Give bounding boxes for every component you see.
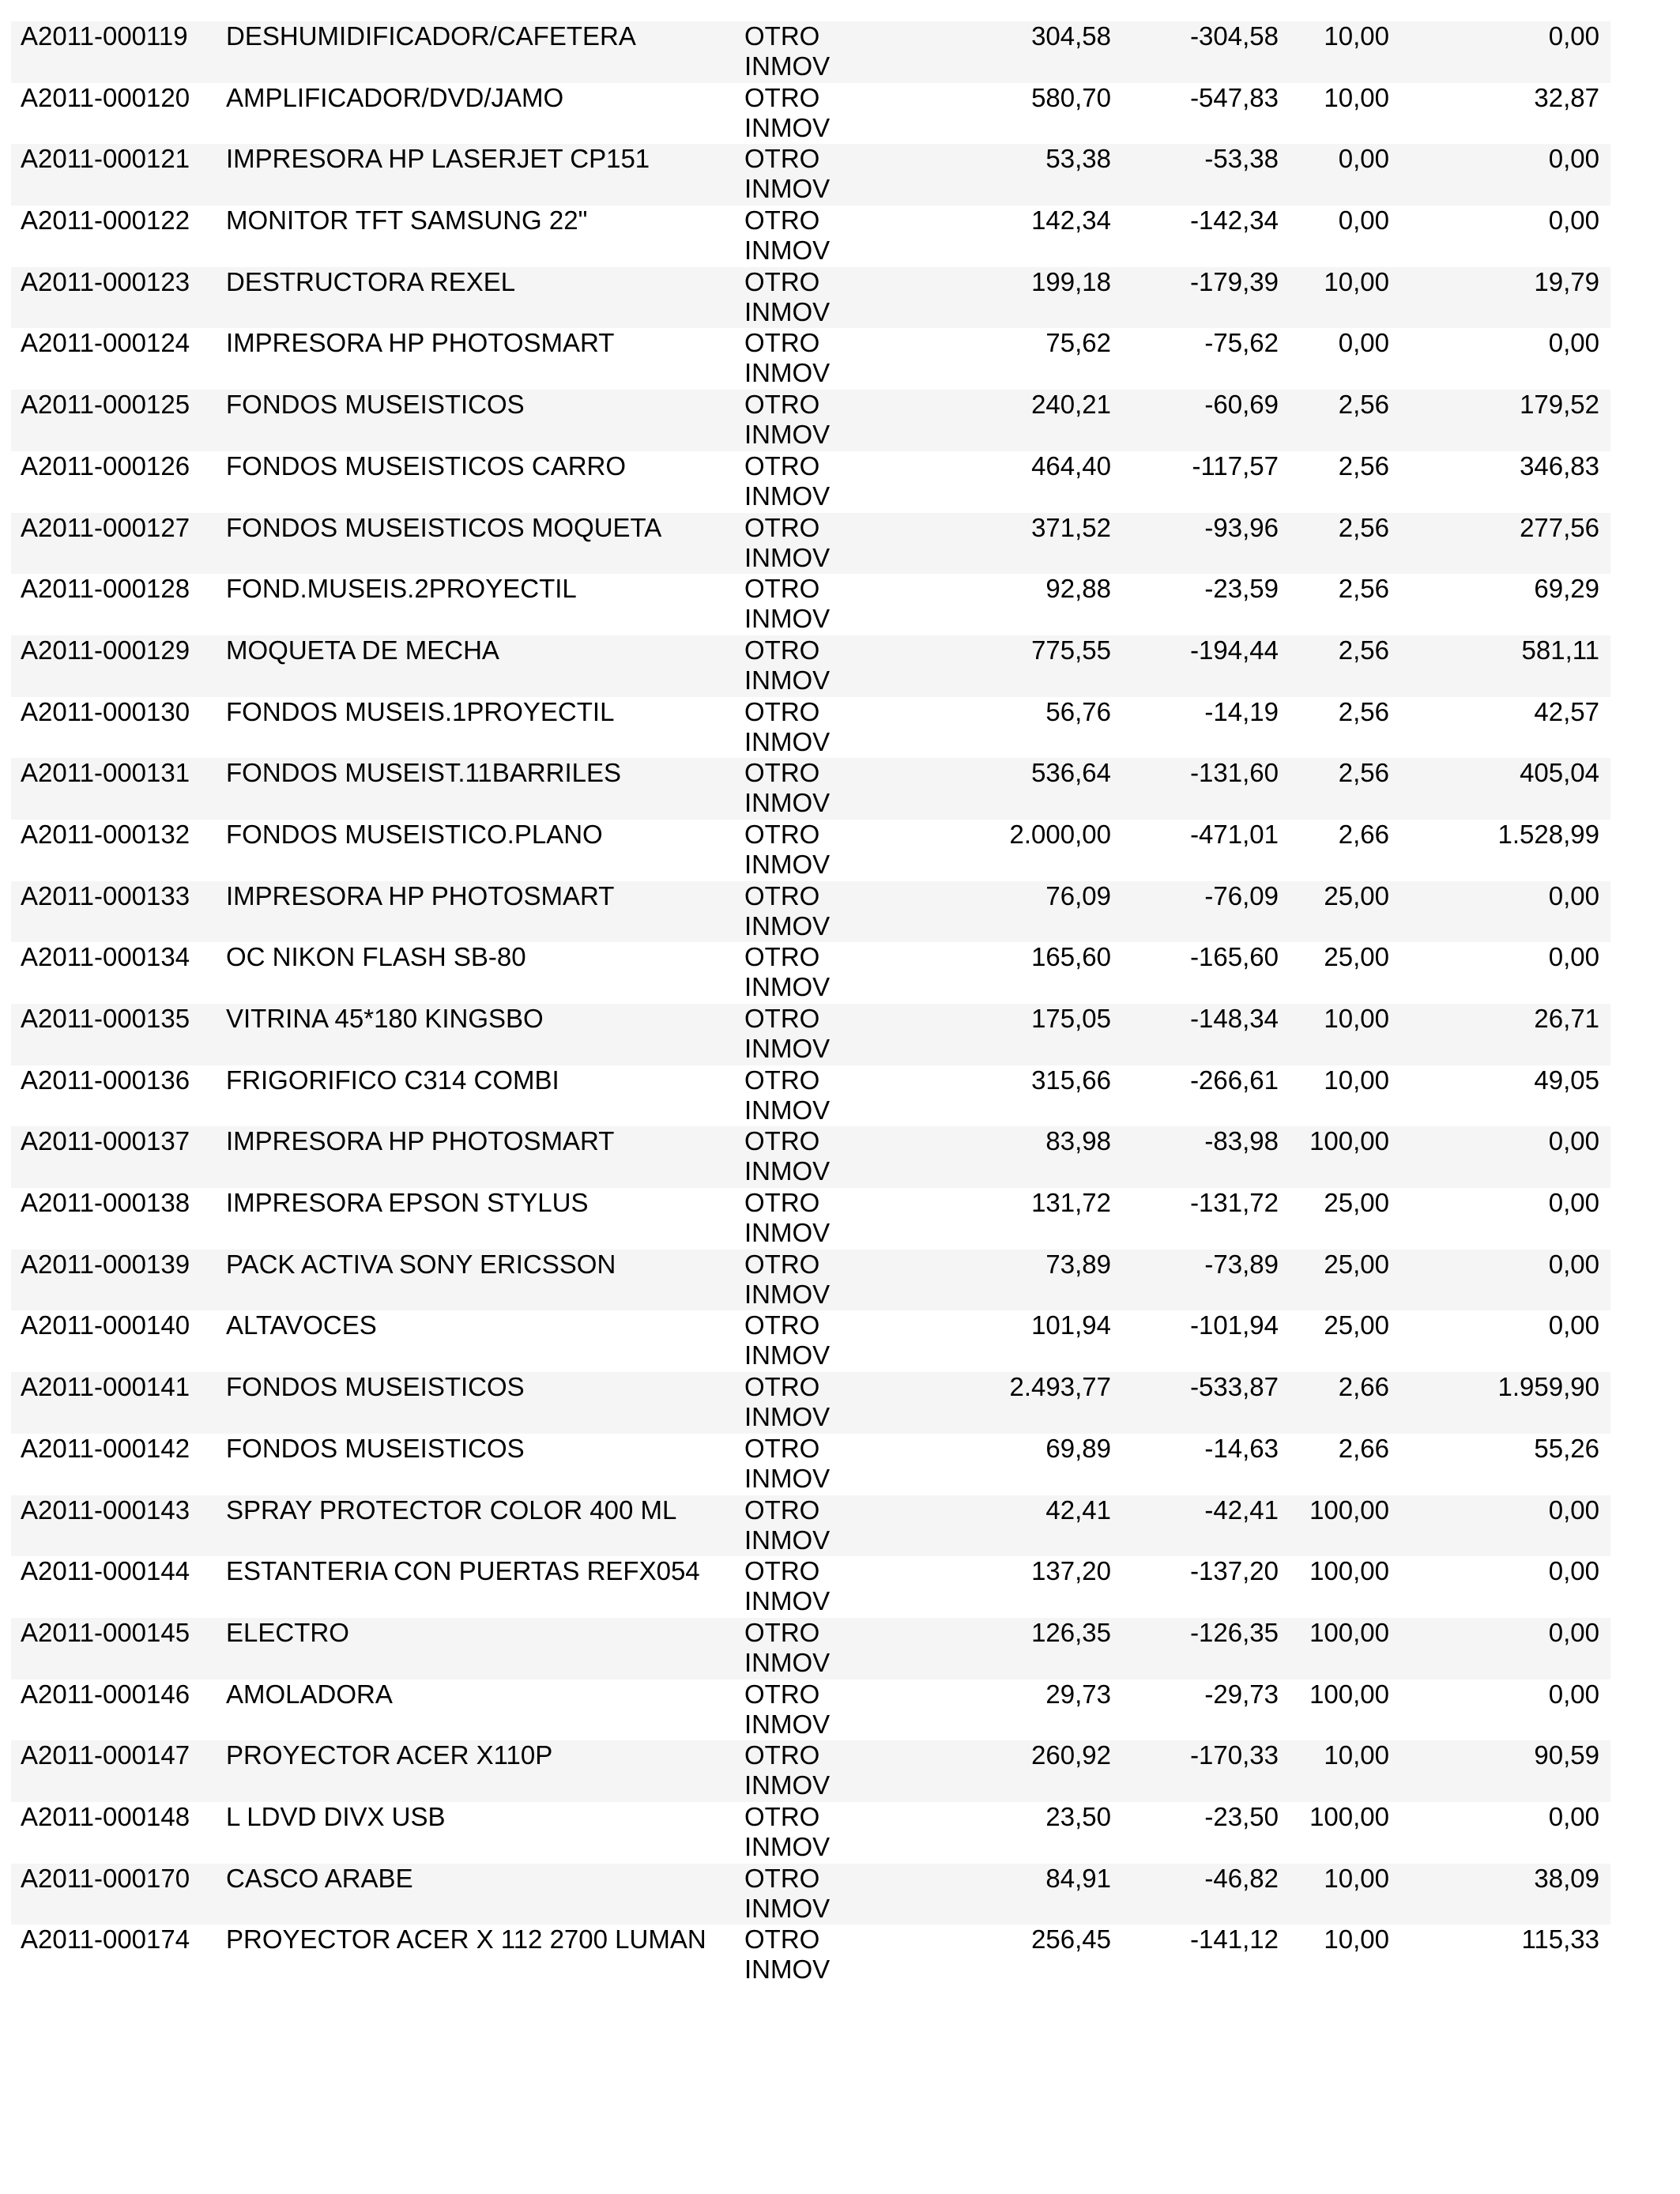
accumulated-amortization-cell: -93,96 <box>1122 513 1290 575</box>
acquisition-value-cell: 56,76 <box>909 697 1122 759</box>
asset-type-label: OTRO INMOV <box>744 1188 831 1248</box>
amortization-rate-cell: 100,00 <box>1290 1679 1400 1741</box>
acquisition-value-cell: 536,64 <box>909 758 1122 820</box>
asset-code-cell: A2011-000147 <box>11 1740 217 1802</box>
asset-type-label: OTRO INMOV <box>744 880 831 941</box>
asset-type-cell <box>735 144 909 205</box>
amortization-rate-cell: 10,00 <box>1290 1740 1400 1802</box>
asset-code-cell: A2011-000133 <box>11 881 217 943</box>
accumulated-amortization-cell: -83,98 <box>1122 1126 1290 1188</box>
acquisition-value-cell: 165,60 <box>909 942 1122 1004</box>
asset-code-cell: A2011-000124 <box>11 328 217 390</box>
accumulated-amortization-cell: -141,12 <box>1122 1924 1290 1986</box>
accumulated-amortization-cell: -533,87 <box>1122 1372 1290 1434</box>
asset-type-cell <box>735 574 909 635</box>
amortization-rate-cell: 2,56 <box>1290 390 1400 451</box>
amortization-rate-cell: 100,00 <box>1290 1126 1400 1188</box>
asset-type-label: OTRO INMOV <box>744 1065 831 1125</box>
asset-code-cell: A2011-000174 <box>11 1924 217 1986</box>
asset-description-cell: MOQUETA DE MECHA <box>217 635 735 697</box>
asset-description-cell: FRIGORIFICO C314 COMBI <box>217 1065 735 1127</box>
asset-type-label: OTRO INMOV <box>744 328 831 388</box>
asset-type-cell <box>735 758 909 820</box>
net-value-cell: 0,00 <box>1400 1126 1610 1188</box>
net-value-cell: 1.959,90 <box>1400 1372 1610 1434</box>
asset-type-cell <box>735 1188 909 1250</box>
asset-inventory-table <box>11 21 1610 1986</box>
acquisition-value-cell: 2.000,00 <box>909 820 1122 881</box>
asset-description-cell: CASCO ARABE <box>217 1864 735 1925</box>
net-value-cell: 0,00 <box>1400 1618 1610 1679</box>
accumulated-amortization-cell: -170,33 <box>1122 1740 1290 1802</box>
net-value-cell: 0,00 <box>1400 21 1610 83</box>
table-row <box>11 1740 1610 1802</box>
asset-code-cell: A2011-000137 <box>11 1126 217 1188</box>
asset-description-cell: DESHUMIDIFICADOR/CAFETERA <box>217 21 735 83</box>
asset-type-cell <box>735 820 909 881</box>
amortization-rate-cell: 2,56 <box>1290 574 1400 635</box>
net-value-cell: 32,87 <box>1400 83 1610 145</box>
net-value-cell: 0,00 <box>1400 1802 1610 1864</box>
table-row <box>11 1495 1610 1557</box>
net-value-cell: 0,00 <box>1400 144 1610 205</box>
table-row <box>11 267 1610 329</box>
net-value-cell: 42,57 <box>1400 697 1610 759</box>
table-row <box>11 635 1610 697</box>
net-value-cell: 55,26 <box>1400 1434 1610 1495</box>
accumulated-amortization-cell: -126,35 <box>1122 1618 1290 1679</box>
amortization-rate-cell: 25,00 <box>1290 1310 1400 1372</box>
amortization-rate-cell: 100,00 <box>1290 1618 1400 1679</box>
accumulated-amortization-cell: -142,34 <box>1122 205 1290 267</box>
table-row <box>11 1618 1610 1679</box>
acquisition-value-cell: 2.493,77 <box>909 1372 1122 1434</box>
asset-description-cell: IMPRESORA HP PHOTOSMART <box>217 881 735 943</box>
asset-code-cell: A2011-000129 <box>11 635 217 697</box>
asset-type-cell <box>735 1065 909 1127</box>
amortization-rate-cell: 0,00 <box>1290 328 1400 390</box>
asset-code-cell: A2011-000132 <box>11 820 217 881</box>
acquisition-value-cell: 137,20 <box>909 1556 1122 1618</box>
acquisition-value-cell: 304,58 <box>909 21 1122 83</box>
asset-type-cell <box>735 942 909 1004</box>
asset-type-label: OTRO INMOV <box>744 1310 831 1370</box>
asset-type-cell <box>735 205 909 267</box>
table-row <box>11 942 1610 1004</box>
asset-code-cell: A2011-000142 <box>11 1434 217 1495</box>
acquisition-value-cell: 580,70 <box>909 83 1122 145</box>
net-value-cell: 405,04 <box>1400 758 1610 820</box>
acquisition-value-cell: 260,92 <box>909 1740 1122 1802</box>
accumulated-amortization-cell: -148,34 <box>1122 1004 1290 1065</box>
asset-description-cell: SPRAY PROTECTOR COLOR 400 ML <box>217 1495 735 1557</box>
amortization-rate-cell: 2,56 <box>1290 697 1400 759</box>
asset-description-cell: ALTAVOCES <box>217 1310 735 1372</box>
asset-code-cell: A2011-000139 <box>11 1250 217 1311</box>
asset-type-cell <box>735 21 909 83</box>
table-row <box>11 205 1610 267</box>
acquisition-value-cell: 83,98 <box>909 1126 1122 1188</box>
amortization-rate-cell: 10,00 <box>1290 1864 1400 1925</box>
asset-type-label: OTRO INMOV <box>744 574 831 634</box>
asset-code-cell: A2011-000135 <box>11 1004 217 1065</box>
acquisition-value-cell: 42,41 <box>909 1495 1122 1557</box>
table-row <box>11 1924 1610 1986</box>
asset-code-cell: A2011-000119 <box>11 21 217 83</box>
asset-code-cell: A2011-000140 <box>11 1310 217 1372</box>
asset-type-cell <box>735 881 909 943</box>
amortization-rate-cell: 2,56 <box>1290 513 1400 575</box>
asset-code-cell: A2011-000145 <box>11 1618 217 1679</box>
net-value-cell: 0,00 <box>1400 1310 1610 1372</box>
table-row <box>11 1310 1610 1372</box>
acquisition-value-cell: 75,62 <box>909 328 1122 390</box>
asset-type-label: OTRO INMOV <box>744 942 831 1002</box>
accumulated-amortization-cell: -29,73 <box>1122 1679 1290 1741</box>
acquisition-value-cell: 76,09 <box>909 881 1122 943</box>
asset-type-cell <box>735 1864 909 1925</box>
asset-type-cell <box>735 1126 909 1188</box>
asset-code-cell: A2011-000146 <box>11 1679 217 1741</box>
asset-code-cell: A2011-000138 <box>11 1188 217 1250</box>
accumulated-amortization-cell: -53,38 <box>1122 144 1290 205</box>
asset-type-cell <box>735 697 909 759</box>
asset-code-cell: A2011-000121 <box>11 144 217 205</box>
asset-description-cell: PROYECTOR ACER X110P <box>217 1740 735 1802</box>
asset-description-cell: FOND.MUSEIS.2PROYECTIL <box>217 574 735 635</box>
asset-type-label: OTRO INMOV <box>744 1924 831 1985</box>
accumulated-amortization-cell: -194,44 <box>1122 635 1290 697</box>
amortization-rate-cell: 10,00 <box>1290 21 1400 83</box>
asset-type-cell <box>735 1924 909 1986</box>
asset-code-cell: A2011-000128 <box>11 574 217 635</box>
asset-type-label: OTRO INMOV <box>744 1126 831 1186</box>
asset-description-cell: PACK ACTIVA SONY ERICSSON <box>217 1250 735 1311</box>
asset-type-cell <box>735 328 909 390</box>
asset-code-cell: A2011-000134 <box>11 942 217 1004</box>
asset-description-cell: FONDOS MUSEISTICOS MOQUETA <box>217 513 735 575</box>
asset-type-cell <box>735 267 909 329</box>
accumulated-amortization-cell: -471,01 <box>1122 820 1290 881</box>
asset-code-cell: A2011-000144 <box>11 1556 217 1618</box>
accumulated-amortization-cell: -42,41 <box>1122 1495 1290 1557</box>
table-row <box>11 513 1610 575</box>
amortization-rate-cell: 100,00 <box>1290 1802 1400 1864</box>
acquisition-value-cell: 199,18 <box>909 267 1122 329</box>
table-row <box>11 451 1610 513</box>
acquisition-value-cell: 126,35 <box>909 1618 1122 1679</box>
accumulated-amortization-cell: -46,82 <box>1122 1864 1290 1925</box>
amortization-rate-cell: 10,00 <box>1290 83 1400 145</box>
table-row <box>11 1434 1610 1495</box>
asset-description-cell: AMPLIFICADOR/DVD/JAMO <box>217 83 735 145</box>
asset-description-cell: FONDOS MUSEIST.11BARRILES <box>217 758 735 820</box>
table-row <box>11 1679 1610 1741</box>
asset-description-cell: PROYECTOR ACER X 112 2700 LUMAN <box>217 1924 735 1986</box>
asset-type-label: OTRO INMOV <box>744 635 831 695</box>
asset-description-cell: ESTANTERIA CON PUERTAS REFX054 <box>217 1556 735 1618</box>
asset-type-cell <box>735 1618 909 1679</box>
asset-description-cell: OC NIKON FLASH SB-80 <box>217 942 735 1004</box>
asset-code-cell: A2011-000148 <box>11 1802 217 1864</box>
accumulated-amortization-cell: -266,61 <box>1122 1065 1290 1127</box>
acquisition-value-cell: 101,94 <box>909 1310 1122 1372</box>
asset-description-cell: IMPRESORA HP LASERJET CP151 <box>217 144 735 205</box>
accumulated-amortization-cell: -75,62 <box>1122 328 1290 390</box>
acquisition-value-cell: 142,34 <box>909 205 1122 267</box>
asset-type-label: OTRO INMOV <box>744 205 831 266</box>
asset-description-cell: AMOLADORA <box>217 1679 735 1741</box>
net-value-cell: 0,00 <box>1400 881 1610 943</box>
asset-code-cell: A2011-000130 <box>11 697 217 759</box>
asset-type-label: OTRO INMOV <box>744 1801 831 1861</box>
acquisition-value-cell: 69,89 <box>909 1434 1122 1495</box>
net-value-cell: 179,52 <box>1400 390 1610 451</box>
amortization-rate-cell: 2,56 <box>1290 451 1400 513</box>
amortization-rate-cell: 2,66 <box>1290 820 1400 881</box>
asset-type-cell <box>735 1556 909 1618</box>
net-value-cell: 346,83 <box>1400 451 1610 513</box>
net-value-cell: 115,33 <box>1400 1924 1610 1986</box>
table-row <box>11 881 1610 943</box>
amortization-rate-cell: 10,00 <box>1290 1924 1400 1986</box>
amortization-rate-cell: 0,00 <box>1290 144 1400 205</box>
asset-type-label: OTRO INMOV <box>744 1556 831 1616</box>
amortization-rate-cell: 10,00 <box>1290 267 1400 329</box>
net-value-cell: 1.528,99 <box>1400 820 1610 881</box>
acquisition-value-cell: 315,66 <box>909 1065 1122 1127</box>
acquisition-value-cell: 84,91 <box>909 1864 1122 1925</box>
accumulated-amortization-cell: -131,72 <box>1122 1188 1290 1250</box>
accumulated-amortization-cell: -76,09 <box>1122 881 1290 943</box>
net-value-cell: 90,59 <box>1400 1740 1610 1802</box>
asset-type-label: OTRO INMOV <box>744 1433 831 1493</box>
net-value-cell: 0,00 <box>1400 1188 1610 1250</box>
acquisition-value-cell: 29,73 <box>909 1679 1122 1741</box>
asset-description-cell: FONDOS MUSEISTICOS <box>217 1372 735 1434</box>
table-row <box>11 144 1610 205</box>
accumulated-amortization-cell: -14,63 <box>1122 1434 1290 1495</box>
acquisition-value-cell: 53,38 <box>909 144 1122 205</box>
asset-description-cell: FONDOS MUSEISTICOS CARRO <box>217 451 735 513</box>
net-value-cell: 49,05 <box>1400 1065 1610 1127</box>
acquisition-value-cell: 256,45 <box>909 1924 1122 1986</box>
table-row <box>11 1126 1610 1188</box>
asset-type-label: OTRO INMOV <box>744 1679 831 1739</box>
net-value-cell: 26,71 <box>1400 1004 1610 1065</box>
accumulated-amortization-cell: -14,19 <box>1122 697 1290 759</box>
asset-description-cell: DESTRUCTORA REXEL <box>217 267 735 329</box>
asset-type-cell <box>735 83 909 145</box>
asset-code-cell: A2011-000131 <box>11 758 217 820</box>
table-row <box>11 1372 1610 1434</box>
asset-type-label: OTRO INMOV <box>744 390 831 450</box>
table-row <box>11 1802 1610 1864</box>
asset-description-cell: L LDVD DIVX USB <box>217 1802 735 1864</box>
accumulated-amortization-cell: -73,89 <box>1122 1250 1290 1311</box>
asset-code-cell: A2011-000125 <box>11 390 217 451</box>
asset-code-cell: A2011-000127 <box>11 513 217 575</box>
asset-description-cell: MONITOR TFT SAMSUNG 22" <box>217 205 735 267</box>
asset-type-cell <box>735 1434 909 1495</box>
table-row <box>11 1188 1610 1250</box>
net-value-cell: 38,09 <box>1400 1864 1610 1925</box>
amortization-rate-cell: 25,00 <box>1290 942 1400 1004</box>
asset-type-label: OTRO INMOV <box>744 82 831 142</box>
table-row <box>11 697 1610 759</box>
asset-description-cell: FONDOS MUSEISTICOS <box>217 390 735 451</box>
amortization-rate-cell: 100,00 <box>1290 1556 1400 1618</box>
net-value-cell: 19,79 <box>1400 267 1610 329</box>
asset-type-cell <box>735 451 909 513</box>
asset-type-label: OTRO INMOV <box>744 266 831 326</box>
net-value-cell: 0,00 <box>1400 1250 1610 1311</box>
asset-type-label: OTRO INMOV <box>744 1372 831 1432</box>
asset-description-cell: IMPRESORA HP PHOTOSMART <box>217 1126 735 1188</box>
accumulated-amortization-cell: -117,57 <box>1122 451 1290 513</box>
amortization-rate-cell: 25,00 <box>1290 881 1400 943</box>
asset-type-label: OTRO INMOV <box>744 21 831 81</box>
acquisition-value-cell: 92,88 <box>909 574 1122 635</box>
asset-type-label: OTRO INMOV <box>744 144 831 204</box>
asset-code-cell: A2011-000126 <box>11 451 217 513</box>
asset-type-cell <box>735 1004 909 1065</box>
asset-description-cell: FONDOS MUSEISTICOS <box>217 1434 735 1495</box>
accumulated-amortization-cell: -165,60 <box>1122 942 1290 1004</box>
asset-code-cell: A2011-000170 <box>11 1864 217 1925</box>
acquisition-value-cell: 23,50 <box>909 1802 1122 1864</box>
net-value-cell: 277,56 <box>1400 513 1610 575</box>
table-row <box>11 1250 1610 1311</box>
table-row <box>11 1556 1610 1618</box>
asset-code-cell: A2011-000143 <box>11 1495 217 1557</box>
amortization-rate-cell: 2,66 <box>1290 1372 1400 1434</box>
asset-type-cell <box>735 1740 909 1802</box>
table-row <box>11 21 1610 83</box>
table-row <box>11 574 1610 635</box>
acquisition-value-cell: 175,05 <box>909 1004 1122 1065</box>
table-row <box>11 1065 1610 1127</box>
amortization-rate-cell: 100,00 <box>1290 1495 1400 1557</box>
net-value-cell: 581,11 <box>1400 635 1610 697</box>
asset-type-label: OTRO INMOV <box>744 819 831 879</box>
asset-type-label: OTRO INMOV <box>744 1495 831 1555</box>
asset-type-cell <box>735 513 909 575</box>
accumulated-amortization-cell: -179,39 <box>1122 267 1290 329</box>
amortization-rate-cell: 10,00 <box>1290 1004 1400 1065</box>
accumulated-amortization-cell: -23,50 <box>1122 1802 1290 1864</box>
acquisition-value-cell: 131,72 <box>909 1188 1122 1250</box>
asset-code-cell: A2011-000141 <box>11 1372 217 1434</box>
asset-type-cell <box>735 1495 909 1557</box>
acquisition-value-cell: 73,89 <box>909 1250 1122 1311</box>
amortization-rate-cell: 2,56 <box>1290 758 1400 820</box>
amortization-rate-cell: 25,00 <box>1290 1188 1400 1250</box>
asset-description-cell: IMPRESORA HP PHOTOSMART <box>217 328 735 390</box>
asset-description-cell: IMPRESORA EPSON STYLUS <box>217 1188 735 1250</box>
asset-description-cell: VITRINA 45*180 KINGSBO <box>217 1004 735 1065</box>
asset-code-cell: A2011-000120 <box>11 83 217 145</box>
net-value-cell: 0,00 <box>1400 1679 1610 1741</box>
asset-type-label: OTRO INMOV <box>744 1863 831 1923</box>
asset-description-cell: FONDOS MUSEISTICO.PLANO <box>217 820 735 881</box>
asset-type-cell <box>735 1679 909 1741</box>
asset-type-cell <box>735 1310 909 1372</box>
asset-type-cell <box>735 1250 909 1311</box>
asset-type-label: OTRO INMOV <box>744 1004 831 1063</box>
accumulated-amortization-cell: -60,69 <box>1122 390 1290 451</box>
asset-type-label: OTRO INMOV <box>744 696 831 756</box>
amortization-rate-cell: 2,66 <box>1290 1434 1400 1495</box>
asset-type-label: OTRO INMOV <box>744 512 831 572</box>
asset-type-label: OTRO INMOV <box>744 758 831 818</box>
table-row <box>11 820 1610 881</box>
asset-type-cell <box>735 1372 909 1434</box>
net-value-cell: 69,29 <box>1400 574 1610 635</box>
table-row <box>11 328 1610 390</box>
asset-code-cell: A2011-000123 <box>11 267 217 329</box>
asset-type-cell <box>735 1802 909 1864</box>
asset-code-cell: A2011-000122 <box>11 205 217 267</box>
asset-type-cell <box>735 635 909 697</box>
net-value-cell: 0,00 <box>1400 328 1610 390</box>
accumulated-amortization-cell: -23,59 <box>1122 574 1290 635</box>
acquisition-value-cell: 775,55 <box>909 635 1122 697</box>
net-value-cell: 0,00 <box>1400 942 1610 1004</box>
asset-type-label: OTRO INMOV <box>744 1617 831 1677</box>
asset-description-cell: FONDOS MUSEIS.1PROYECTIL <box>217 697 735 759</box>
net-value-cell: 0,00 <box>1400 1495 1610 1557</box>
table-row <box>11 390 1610 451</box>
asset-type-label: OTRO INMOV <box>744 1249 831 1309</box>
acquisition-value-cell: 464,40 <box>909 451 1122 513</box>
accumulated-amortization-cell: -131,60 <box>1122 758 1290 820</box>
acquisition-value-cell: 240,21 <box>909 390 1122 451</box>
amortization-rate-cell: 25,00 <box>1290 1250 1400 1311</box>
asset-rows <box>11 21 1610 1986</box>
asset-type-label: OTRO INMOV <box>744 450 831 511</box>
accumulated-amortization-cell: -304,58 <box>1122 21 1290 83</box>
table-row <box>11 1004 1610 1065</box>
net-value-cell: 0,00 <box>1400 1556 1610 1618</box>
accumulated-amortization-cell: -547,83 <box>1122 83 1290 145</box>
table-row <box>11 1864 1610 1925</box>
table-row <box>11 758 1610 820</box>
accumulated-amortization-cell: -101,94 <box>1122 1310 1290 1372</box>
accumulated-amortization-cell: -137,20 <box>1122 1556 1290 1618</box>
amortization-rate-cell: 10,00 <box>1290 1065 1400 1127</box>
asset-type-label: OTRO INMOV <box>744 1740 831 1800</box>
asset-type-cell <box>735 390 909 451</box>
asset-description-cell: ELECTRO <box>217 1618 735 1679</box>
acquisition-value-cell: 371,52 <box>909 513 1122 575</box>
amortization-rate-cell: 0,00 <box>1290 205 1400 267</box>
asset-code-cell: A2011-000136 <box>11 1065 217 1127</box>
table-row <box>11 83 1610 145</box>
amortization-rate-cell: 2,56 <box>1290 635 1400 697</box>
net-value-cell: 0,00 <box>1400 205 1610 267</box>
